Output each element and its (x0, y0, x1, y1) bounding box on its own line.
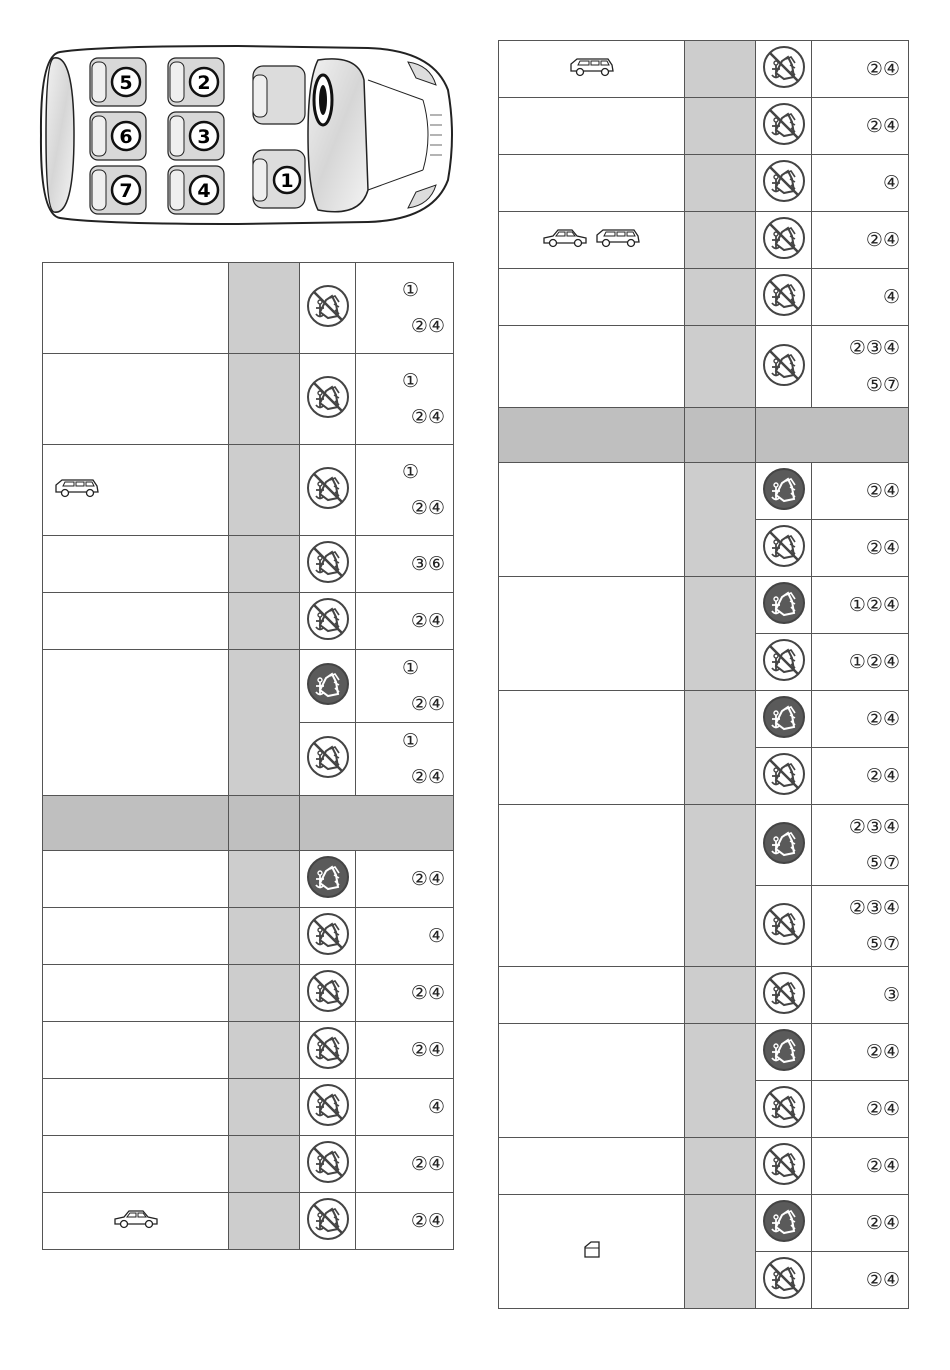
isofix-not-permitted-icon (762, 752, 806, 800)
seat-label: 3 (197, 126, 211, 148)
table-row (499, 805, 909, 886)
isofix-not-permitted-icon (762, 902, 806, 950)
grey-cell (229, 1079, 300, 1136)
category-cell (43, 1022, 229, 1079)
isofix-symbol-cell (756, 463, 812, 520)
table-row (499, 463, 909, 520)
isofix-not-permitted-icon (762, 102, 806, 150)
seat-position-list: ⑤⑦ (865, 852, 900, 874)
isofix-not-permitted-icon (306, 1197, 350, 1245)
grey-cell (229, 908, 300, 965)
seat-position-4 (168, 166, 224, 214)
isofix-not-permitted-icon (306, 466, 350, 514)
table-row (43, 908, 454, 965)
left-seating-table (42, 262, 454, 1250)
isofix-symbol-cell (300, 650, 356, 723)
seat-positions-cell (812, 463, 909, 520)
seat-positions-cell (812, 1081, 909, 1138)
seat-positions-cell (356, 263, 454, 354)
isofix-symbol-cell (300, 536, 356, 593)
seat-label: 7 (119, 180, 133, 202)
seat-position-7 (90, 166, 146, 214)
table-row (499, 98, 909, 155)
right-seating-table (498, 40, 909, 1309)
isofix-symbol-cell (756, 886, 812, 967)
seat-positions-cell (812, 41, 909, 98)
table-row (43, 650, 454, 723)
seat-positions-cell (356, 1022, 454, 1079)
isofix-not-permitted-icon (306, 284, 350, 332)
seat-position-list: ②④ (410, 315, 445, 337)
seat-position-list: ③ (882, 983, 900, 1006)
seat-positions-cell (356, 965, 454, 1022)
isofix-permitted-icon (762, 821, 806, 869)
table-row (499, 1195, 909, 1252)
seat-position-list: ① (401, 657, 420, 679)
table-row (499, 967, 909, 1024)
table-row (43, 263, 454, 354)
section-header-row (43, 796, 454, 851)
grey-cell (685, 805, 756, 967)
table-row (499, 577, 909, 634)
seat-label: 1 (280, 170, 294, 192)
isofix-symbol-cell (300, 908, 356, 965)
isofix-symbol-cell (300, 593, 356, 650)
isofix-symbol-cell (300, 1079, 356, 1136)
grey-cell (229, 1022, 300, 1079)
seat-positions-cell (812, 326, 909, 408)
seat-position-list: ②④ (865, 764, 900, 787)
isofix-symbol-cell (756, 691, 812, 748)
table-row (43, 965, 454, 1022)
isofix-not-permitted-icon (306, 597, 350, 645)
seat-positions-cell (356, 354, 454, 445)
grey-cell (685, 1195, 756, 1309)
table-row (43, 1022, 454, 1079)
isofix-symbol-cell (756, 805, 812, 886)
grey-cell (685, 41, 756, 98)
isofix-symbol-cell (300, 1136, 356, 1193)
category-cell (43, 851, 229, 908)
category-cell (43, 445, 229, 536)
grey-cell (685, 155, 756, 212)
seat-position-list: ②③④ (848, 337, 900, 360)
isofix-symbol-cell (756, 577, 812, 634)
isofix-symbol-cell (300, 354, 356, 445)
isofix-not-permitted-icon (762, 45, 806, 93)
seat-position-list: ②④ (865, 1040, 900, 1063)
seat-label: 4 (197, 180, 211, 202)
section-cell (499, 408, 685, 463)
grey-cell (685, 269, 756, 326)
isofix-not-permitted-icon (762, 216, 806, 264)
seat-position-list: ②④ (865, 1154, 900, 1177)
isofix-not-permitted-icon (762, 343, 806, 391)
isofix-not-permitted-icon (762, 159, 806, 207)
seat-position-list: ① (401, 369, 420, 392)
seat-position-list: ④ (427, 1096, 445, 1119)
isofix-permitted-icon (306, 662, 350, 710)
grey-cell (685, 967, 756, 1024)
section-cell (685, 408, 756, 463)
table-row (499, 269, 909, 326)
grey-cell (229, 263, 300, 354)
table-row (499, 691, 909, 748)
category-cell (43, 650, 229, 796)
seat-position-5 (90, 58, 146, 106)
category-cell (499, 1024, 685, 1138)
isofix-symbol-cell (300, 965, 356, 1022)
isofix-symbol-cell (300, 1193, 356, 1250)
seat-label: 5 (119, 72, 133, 94)
seat-positions-cell (812, 1024, 909, 1081)
category-cell (43, 354, 229, 445)
isofix-symbol-cell (300, 263, 356, 354)
seat-position-list: ②④ (865, 1097, 900, 1120)
category-cell (499, 691, 685, 805)
category-cell (499, 1195, 685, 1309)
table-row (43, 1136, 454, 1193)
category-cell (43, 1079, 229, 1136)
car-seating-diagram (38, 40, 458, 230)
seat-positions-cell (812, 1138, 909, 1195)
table-row (499, 155, 909, 212)
grey-cell (229, 965, 300, 1022)
grey-cell (229, 1193, 300, 1250)
table-row (43, 536, 454, 593)
seat-position-list: ①②④ (848, 593, 900, 616)
category-cell (499, 577, 685, 691)
category-cell (499, 805, 685, 967)
isofix-symbol-cell (756, 1081, 812, 1138)
seat-position-list: ②④ (865, 1211, 900, 1234)
grey-cell (229, 593, 300, 650)
grey-cell (685, 1138, 756, 1195)
estate-icon (53, 476, 101, 504)
seat-position-list: ②④ (865, 536, 900, 559)
isofix-symbol-cell (756, 967, 812, 1024)
isofix-symbol-cell (756, 98, 812, 155)
isofix-symbol-cell (756, 269, 812, 326)
seat-position-list: ① (401, 460, 420, 483)
sedan-icon (112, 1207, 160, 1235)
table-row (43, 354, 454, 445)
driver-seat (253, 66, 305, 124)
seat-position-list: ④ (882, 171, 900, 194)
seat-positions-cell (812, 212, 909, 269)
table-row (43, 1079, 454, 1136)
seat-position-list: ②④ (410, 693, 445, 716)
category-cell (43, 1136, 229, 1193)
isofix-not-permitted-icon (306, 540, 350, 588)
seat-positions-cell (812, 691, 909, 748)
grey-cell (685, 98, 756, 155)
isofix-symbol-cell (300, 851, 356, 908)
seat-position-list: ②④ (410, 1210, 445, 1233)
seat-label: 6 (119, 126, 133, 148)
category-cell (43, 965, 229, 1022)
category-cell (43, 593, 229, 650)
seat-position-list: ②④ (865, 228, 900, 251)
isofix-permitted-icon (762, 581, 806, 629)
category-cell (499, 463, 685, 577)
seat-positions-cell (812, 520, 909, 577)
category-cell (499, 269, 685, 326)
seat-positions-cell (812, 98, 909, 155)
category-cell (43, 536, 229, 593)
section-cell (300, 796, 454, 851)
isofix-symbol-cell (756, 1024, 812, 1081)
table-row (43, 445, 454, 536)
isofix-not-permitted-icon (762, 1085, 806, 1133)
isofix-not-permitted-icon (306, 912, 350, 960)
seat-position-list: ②④ (410, 766, 445, 789)
seat-positions-cell (812, 577, 909, 634)
isofix-permitted-icon (762, 695, 806, 743)
isofix-not-permitted-icon (762, 1256, 806, 1304)
isofix-not-permitted-icon (306, 735, 350, 783)
grey-cell (685, 1024, 756, 1138)
seat-label: 2 (197, 72, 211, 94)
isofix-not-permitted-icon (762, 273, 806, 321)
section-cell (229, 796, 300, 851)
isofix-symbol-cell (756, 1195, 812, 1252)
category-cell (43, 1193, 229, 1250)
isofix-symbol-cell (756, 212, 812, 269)
section-cell (756, 408, 909, 463)
seat-positions-cell (812, 1252, 909, 1309)
seat-position-list: ②④ (865, 114, 900, 137)
seat-position-3 (168, 112, 224, 160)
category-cell (499, 98, 685, 155)
seat-positions-cell (356, 650, 454, 723)
seat-positions-cell (812, 634, 909, 691)
seat-position-list: ②④ (410, 609, 445, 632)
seat-position-list: ②④ (865, 57, 900, 80)
table-row (499, 1138, 909, 1195)
seat-positions-cell (356, 851, 454, 908)
isofix-symbol-cell (756, 41, 812, 98)
grey-cell (229, 536, 300, 593)
seat-position-list: ②③④ (848, 815, 900, 838)
seat-position-list: ②④ (410, 982, 445, 1005)
seat-positions-cell (356, 536, 454, 593)
seat-position-2 (168, 58, 224, 106)
seat-positions-cell (356, 908, 454, 965)
grey-cell (685, 691, 756, 805)
grey-cell (685, 326, 756, 408)
isofix-symbol-cell (756, 748, 812, 805)
seat-position-list: ①②④ (848, 650, 900, 673)
door-icon (581, 1239, 603, 1265)
isofix-not-permitted-icon (306, 969, 350, 1017)
isofix-symbol-cell (300, 723, 356, 796)
isofix-symbol-cell (756, 326, 812, 408)
table-row (43, 593, 454, 650)
table-row (499, 41, 909, 98)
category-cell (499, 326, 685, 408)
seat-positions-cell (812, 155, 909, 212)
isofix-not-permitted-icon (762, 971, 806, 1019)
seat-position-list: ③⑥ (410, 552, 445, 575)
category-cell (499, 41, 685, 98)
isofix-symbol-cell (756, 1138, 812, 1195)
seat-position-list: ⑤⑦ (865, 373, 900, 396)
isofix-not-permitted-icon (762, 524, 806, 572)
grey-cell (685, 577, 756, 691)
seat-positions-cell (356, 1136, 454, 1193)
table-row (499, 1024, 909, 1081)
seat-position-list: ②④ (410, 497, 445, 519)
grey-cell (685, 212, 756, 269)
category-cell (499, 155, 685, 212)
seat-positions-cell (812, 748, 909, 805)
seat-position-1 (253, 150, 305, 208)
seat-position-list: ②④ (410, 1039, 445, 1062)
category-cell (499, 967, 685, 1024)
seat-position-list: ① (401, 730, 420, 753)
seat-position-list: ②④ (410, 1153, 445, 1176)
isofix-symbol-cell (300, 1022, 356, 1079)
sedan-estate-icons (541, 226, 642, 254)
grey-cell (229, 650, 300, 796)
seat-positions-cell (356, 445, 454, 536)
grey-cell (229, 1136, 300, 1193)
category-cell (43, 263, 229, 354)
grey-cell (685, 463, 756, 577)
section-header-row (499, 408, 909, 463)
category-cell (43, 908, 229, 965)
table-row (499, 326, 909, 408)
category-cell (499, 1138, 685, 1195)
isofix-symbol-cell (756, 1252, 812, 1309)
isofix-not-permitted-icon (762, 638, 806, 686)
seat-position-list: ②④ (410, 868, 445, 891)
table-row (499, 212, 909, 269)
isofix-symbol-cell (756, 634, 812, 691)
seat-positions-cell (812, 269, 909, 326)
isofix-not-permitted-icon (306, 1083, 350, 1131)
seat-position-list: ④ (427, 925, 445, 948)
seat-position-list: ① (401, 278, 420, 301)
table-row (43, 1193, 454, 1250)
isofix-permitted-icon (762, 1028, 806, 1076)
seat-positions-cell (356, 723, 454, 796)
seat-positions-cell (812, 967, 909, 1024)
category-cell (499, 212, 685, 269)
seat-positions-cell (812, 886, 909, 967)
seat-positions-cell (812, 805, 909, 886)
isofix-not-permitted-icon (306, 375, 350, 423)
seat-positions-cell (812, 1195, 909, 1252)
seat-position-6 (90, 112, 146, 160)
isofix-symbol-cell (300, 445, 356, 536)
seat-position-list: ②④ (410, 406, 445, 428)
grey-cell (229, 354, 300, 445)
isofix-permitted-icon (306, 855, 350, 903)
section-cell (43, 796, 229, 851)
seat-position-list: ②④ (865, 1268, 900, 1291)
isofix-symbol-cell (756, 155, 812, 212)
seat-position-list: ②③④ (848, 896, 900, 919)
seat-position-list: ④ (882, 285, 900, 308)
isofix-permitted-icon (762, 1199, 806, 1247)
isofix-not-permitted-icon (306, 1140, 350, 1188)
seat-positions-cell (356, 1079, 454, 1136)
seat-positions-cell (356, 1193, 454, 1250)
seat-positions-cell (356, 593, 454, 650)
table-row (43, 851, 454, 908)
isofix-permitted-icon (762, 467, 806, 515)
seat-position-list: ②④ (865, 479, 900, 502)
estate-icon (568, 55, 616, 83)
grey-cell (229, 445, 300, 536)
seat-position-list: ②④ (865, 707, 900, 730)
isofix-symbol-cell (756, 520, 812, 577)
isofix-not-permitted-icon (762, 1142, 806, 1190)
seat-position-list: ⑤⑦ (865, 933, 900, 955)
grey-cell (229, 851, 300, 908)
isofix-not-permitted-icon (306, 1026, 350, 1074)
